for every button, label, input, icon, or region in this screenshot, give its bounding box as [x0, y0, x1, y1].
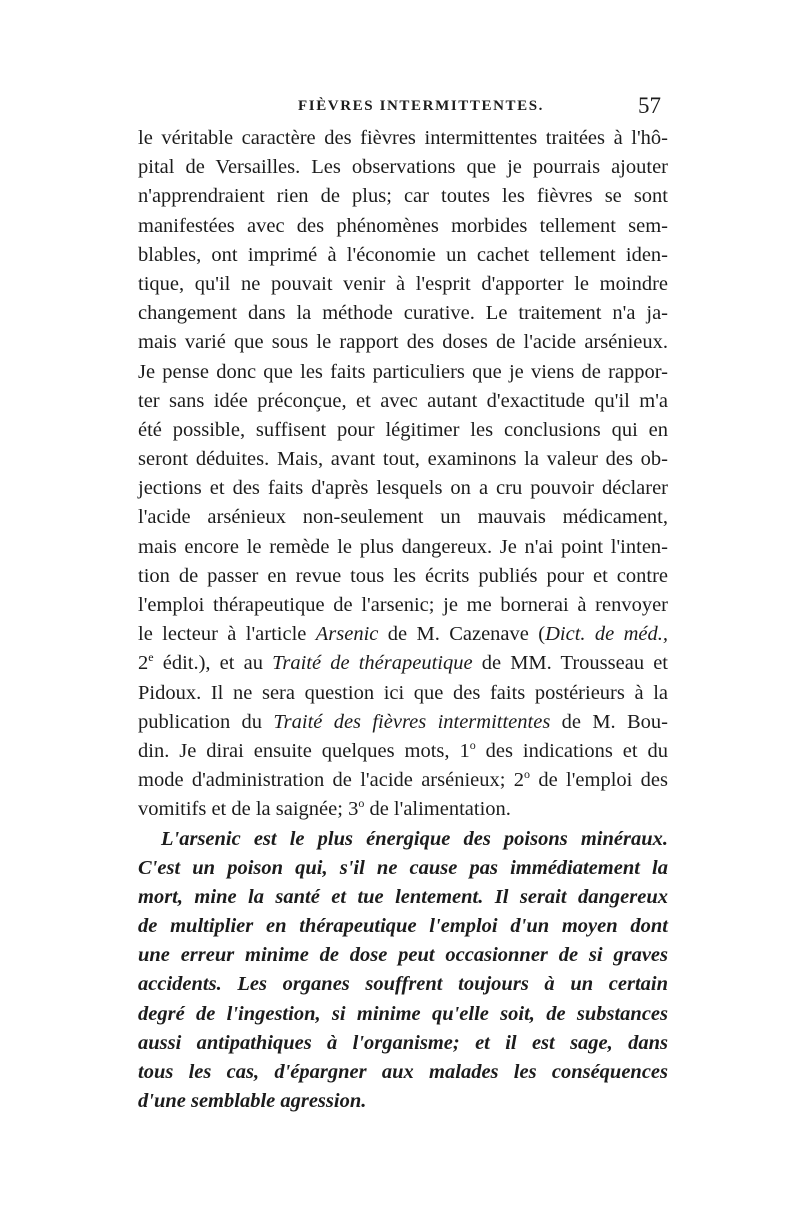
text-line: été possible, suffisent pour légitimer les conclusions qui en [138, 418, 668, 441]
text-line: une erreur minime de dose peut occasionner de si graves [138, 944, 668, 967]
text-line: mais encore le remède le plus dangereux. Je n'ai point l'inten- [138, 535, 668, 558]
text-line: vomitifs et de la saignée; 3$^o$ de l'alimentation. [138, 796, 511, 821]
text-line: Pidoux. Il ne sera question ici que des faits postérieurs à la [138, 681, 668, 704]
running-title: FIÈVRES INTERMITTENTES. [298, 98, 545, 114]
running-head [138, 93, 661, 120]
text-line: tion de passer en revue tous les écrits publiés pour et contre [138, 564, 668, 587]
text-line: aussi antipathiques à l'organisme; et il est sage, dans [138, 1031, 668, 1054]
text-line: C'est un poison qui, s'il ne cause pas immédiatement la [138, 856, 668, 879]
page-number: 57 [638, 93, 661, 118]
text-line: 2e édit.), et au Traité de thérapeutique de MM. Trousseau et [138, 650, 669, 675]
text-line: pital de Versailles. Les observations que je pourrais ajouter [138, 156, 668, 179]
text-line: l'acide arsénieux non-seulement un mauvais médicament, [138, 506, 668, 529]
text-line: le lecteur à l'article Arsenic de M. Cazenave (Dict. de méd., [138, 623, 669, 646]
text-line: ter sans idée préconçue, et avec autant d'exactitude qu'il m'a [138, 389, 668, 412]
text-line: changement dans la méthode curative. Le traitement n'a ja- [138, 302, 668, 325]
text-line: le véritable caractère des fièvres intermittentes traitées à l'hô- [138, 127, 668, 149]
text-line: de multiplier en thérapeutique l'emploi d'un moyen dont [138, 915, 668, 938]
text-line: mais varié que sous le rapport des doses de l'acide arsénieux. [138, 331, 668, 354]
text-line: publication du Traité des fièvres intermittentes de M. Bou- [138, 710, 668, 733]
text-line: tique, qu'il ne pouvait venir à l'esprit d'apporter le moindre [138, 272, 668, 295]
text-line: tous les cas, d'épargner aux malades les conséquences [138, 1061, 668, 1083]
text-line: blables, ont imprimé à l'économie un cachet tellement iden- [138, 243, 668, 266]
paragraph-1 [138, 124, 668, 825]
text-line: manifestées avec des phénomènes morbides tellement sem- [138, 214, 668, 237]
text-line: d'une semblable agression. [138, 1090, 367, 1113]
text-line: l'emploi thérapeutique de l'arsenic; je me bornerai à renvoyer [138, 594, 668, 616]
text-line: din. Je dirai ensuite quelques mots, 1$^o$ des indications et du [138, 738, 668, 762]
text-line: mort, mine la santé et tue lentement. Il serait dangereux [138, 885, 668, 908]
text-line: accidents. Les organes souffrent toujours à un certain [138, 973, 668, 996]
text-line: mode d'administration de l'acide arsénieux; 2$^o$ de l'emploi des [138, 767, 668, 792]
text-line: L'arsenic est le plus énergique des poisons minéraux. [161, 827, 668, 850]
paragraph-2 [138, 825, 668, 1117]
text-line: n'apprendraient rien de plus; car toutes les fièvres se sont [138, 185, 668, 208]
citation-title: Arsenic [315, 623, 379, 646]
citation-title: Dict. de méd., [545, 623, 669, 646]
text-line: seront déduites. Mais, avant tout, examinons la valeur des ob- [138, 448, 668, 471]
citation-title: Traité de thérapeutique [272, 652, 473, 675]
text-line: Je pense donc que les faits particuliers que je viens de rappor- [138, 360, 668, 383]
citation-title: Traité des fièvres intermittentes [273, 710, 551, 733]
body-text [138, 124, 668, 1116]
text-line: degré de l'ingestion, si minime qu'elle soit, de substances [138, 1002, 668, 1025]
text-line: jections et des faits d'après lesquels on a cru pouvoir déclarer [138, 477, 668, 500]
